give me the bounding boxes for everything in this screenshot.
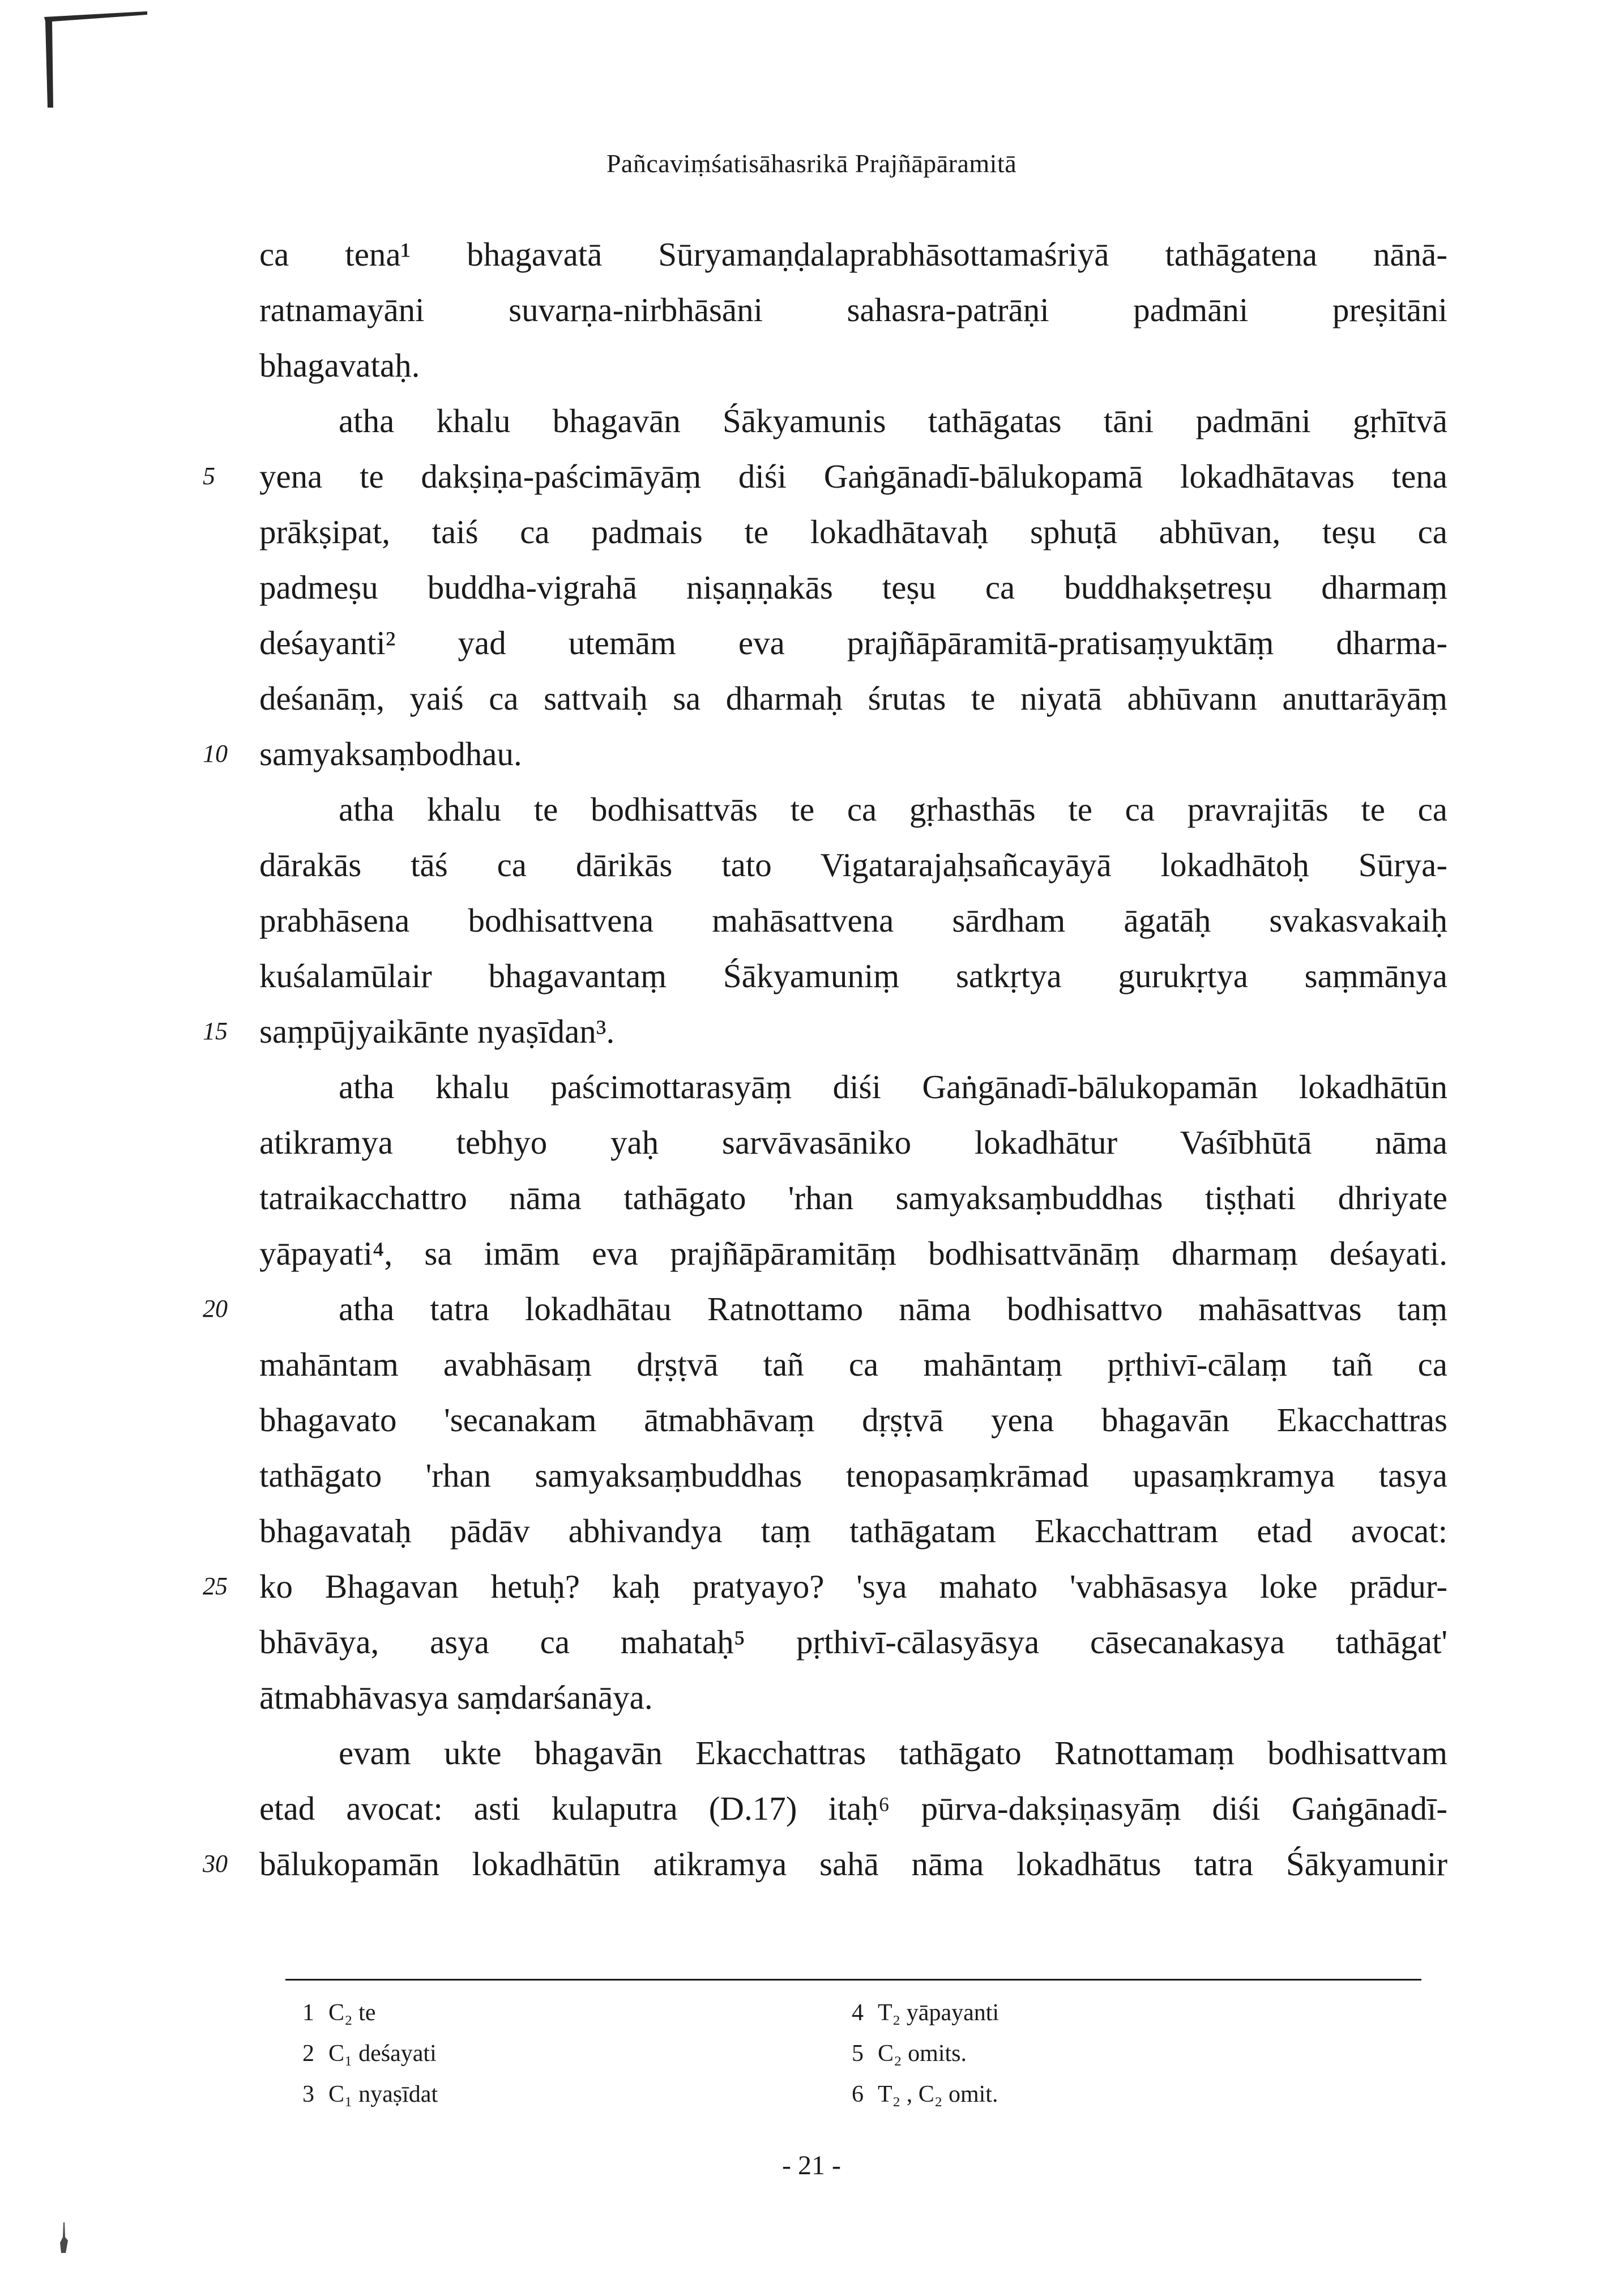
- text-line-8: deśayanti² yad utemām eva prajñāpāramitā-pratisaṃyuktāṃ dharma-: [259, 624, 1447, 662]
- text-line-15: saṃpūjyaikānte nyaṣīdan³.: [259, 1013, 615, 1050]
- scan-speck: [55, 2220, 72, 2254]
- footnote-text: T₂ yāpayanti: [878, 2000, 1000, 2026]
- text-line-4: atha khalu bhagavān Śākyamunis tathāgatas tāni padmāni gṛhītvā: [339, 402, 1447, 439]
- footnote-rule: [285, 1979, 1421, 1981]
- running-head: Pañcaviṃśatisāhasrikā Prajñāpāramitā: [606, 149, 1017, 178]
- text-line-12: dārakās tāś ca dārikās tato Vigatarajaḥsañcayāyā lokadhātoḥ Sūrya-: [259, 846, 1447, 884]
- scan-corner-mark: [40, 11, 147, 108]
- footnote-text: C₂ te: [328, 2000, 376, 2026]
- footnote-1: [302, 1992, 375, 2033]
- text-line-9: deśanāṃ, yaiś ca sattvaiḥ sa dharmaḥ śrutas te niyatā abhūvann anuttarāyāṃ: [259, 680, 1447, 717]
- footnote-6: [852, 2074, 998, 2115]
- text-line-26: bhāvāya, asya ca mahataḥ⁵ pṛthivī-cālasyāsya cāsecanakasya tathāgat': [259, 1623, 1447, 1661]
- text-line-29: etad avocat: asti kulaputra (D.17) itaḥ⁶ pūrva-dakṣiṇasyāṃ diśi Gaṅgānadī-: [259, 1790, 1447, 1827]
- text-line-10: samyaksaṃbodhau.: [259, 735, 522, 773]
- text-line-14: kuśalamūlair bhagavantaṃ Śākyamuniṃ satkṛtya gurukṛtya saṃmānya: [259, 957, 1447, 995]
- footnote-5: [852, 2033, 967, 2074]
- footnote-text: T₂ , C₂ omit.: [878, 2081, 998, 2107]
- text-line-25: ko Bhagavan hetuḥ? kaḥ pratyayo? 'sya mahato 'vabhāsasya loke prādur-: [259, 1568, 1447, 1605]
- footnote-number: 3: [302, 2081, 314, 2107]
- text-line-5: yena te dakṣiṇa-paścimāyāṃ diśi Gaṅgānadī-bālukopamā lokadhātavas tena: [259, 458, 1447, 495]
- text-line-13: prabhāsena bodhisattvena mahāsattvena sārdham āgatāḥ svakasvakaiḥ: [259, 902, 1447, 939]
- text-line-20: atha tatra lokadhātau Ratnottamo nāma bodhisattvo mahāsattvas taṃ: [339, 1290, 1447, 1328]
- footnote-4: [852, 1992, 999, 2033]
- text-line-1: ca tena¹ bhagavatā Sūryamaṇḍalaprabhāsottamaśriyā tathāgatena nānā-: [259, 236, 1447, 273]
- page-number: - 21 -: [782, 2150, 841, 2180]
- text-line-30: bālukopamān lokadhātūn atikramya sahā nāma lokadhātus tatra Śākyamunir: [259, 1845, 1447, 1883]
- text-line-28: evam ukte bhagavān Ekacchattras tathāgato Ratnottamaṃ bodhisattvam: [339, 1734, 1447, 1772]
- line-number: 15: [203, 1017, 228, 1045]
- text-line-22: bhagavato 'secanakam ātmabhāvaṃ dṛṣṭvā yena bhagavān Ekacchattras: [259, 1401, 1447, 1439]
- line-number: 10: [203, 740, 228, 767]
- footnote-number: 6: [852, 2081, 864, 2107]
- text-line-3: bhagavataḥ.: [259, 347, 420, 384]
- footnote-number: 4: [852, 2000, 864, 2026]
- footnote-text: C₁ nyaṣīdat: [328, 2081, 438, 2107]
- text-line-16: atha khalu paścimottarasyāṃ diśi Gaṅgānadī-bālukopamān lokadhātūn: [339, 1068, 1447, 1106]
- text-line-17: atikramya tebhyo yaḥ sarvāvasāniko lokadhātur Vaśībhūtā nāma: [259, 1124, 1447, 1161]
- text-line-7: padmeṣu buddha-vigrahā niṣaṇṇakās teṣu ca buddhakṣetreṣu dharmaṃ: [259, 569, 1447, 606]
- line-number: 20: [203, 1295, 228, 1322]
- footnote-text: C₂ omits.: [878, 2041, 967, 2067]
- footnote-number: 5: [852, 2041, 864, 2067]
- footnote-2: [302, 2033, 437, 2074]
- footnote-number: 2: [302, 2041, 314, 2067]
- text-line-11: atha khalu te bodhisattvās te ca gṛhasthās te ca pravrajitās te ca: [339, 791, 1447, 828]
- line-number: 30: [203, 1850, 228, 1877]
- text-line-23: tathāgato 'rhan samyaksaṃbuddhas tenopasaṃkrāmad upasaṃkramya tasya: [259, 1457, 1447, 1494]
- footnote-text: C₁ deśayati: [328, 2041, 437, 2067]
- text-line-21: mahāntam avabhāsaṃ dṛṣṭvā tañ ca mahāntaṃ pṛthivī-cālaṃ tañ ca: [259, 1346, 1447, 1383]
- text-line-6: prākṣipat, taiś ca padmais te lokadhātavaḥ sphuṭā abhūvan, teṣu ca: [259, 513, 1447, 550]
- text-line-19: yāpayati⁴, sa imām eva prajñāpāramitāṃ bodhisattvānāṃ dharmaṃ deśayati.: [259, 1235, 1447, 1272]
- footnote-3: [302, 2074, 438, 2115]
- line-number: 5: [203, 462, 215, 490]
- text-line-27: ātmabhāvasya saṃdarśanāya.: [259, 1679, 653, 1716]
- text-line-18: tatraikacchattro nāma tathāgato 'rhan samyaksaṃbuddhas tiṣṭhati dhriyate: [259, 1179, 1447, 1217]
- text-line-2: ratnamayāni suvarṇa-nirbhāsāni sahasra-patrāṇi padmāni preṣitāni: [259, 291, 1447, 328]
- footnote-number: 1: [302, 2000, 314, 2026]
- line-number: 25: [203, 1572, 228, 1600]
- text-line-24: bhagavataḥ pādāv abhivandya taṃ tathāgatam Ekacchattram etad avocat:: [259, 1512, 1447, 1550]
